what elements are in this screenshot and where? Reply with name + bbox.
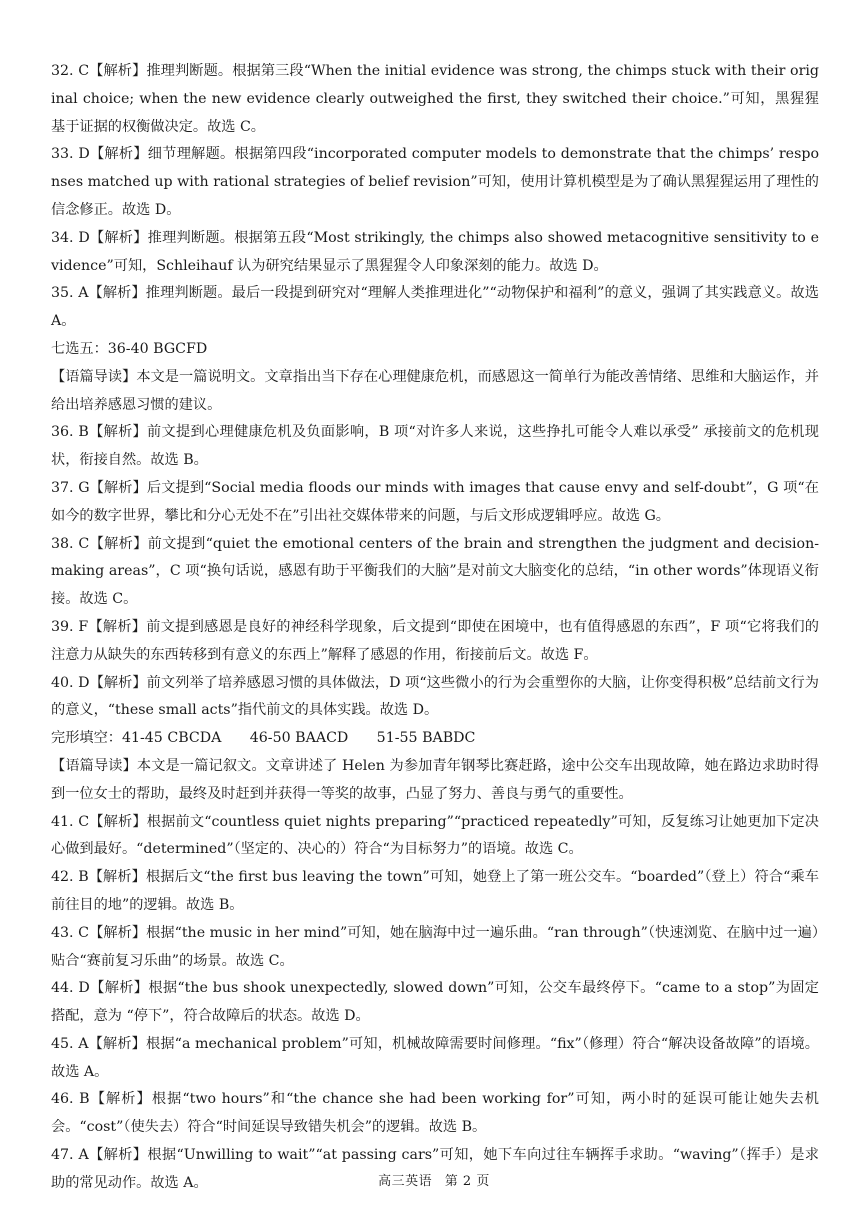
footer-page-number: 第 2 页 bbox=[444, 1174, 490, 1189]
page-footer bbox=[0, 1170, 868, 1189]
paragraph: 37. G【解析】后文提到“Social media floods our minds with images that cause envy and self-doubt”，G 项“在如今的数字世界，攀比和分心无处不在”引出社交媒体带来的问题，与后文形成逻辑呼应。故选 G。 bbox=[51, 479, 819, 524]
paragraph: 47. A【解析】根据“Unwilling to wait”“at passing cars”可知，她下车向过往车辆挥手求助。“waving”（挥手）是求助的常见动作。故选 A。 bbox=[51, 1147, 819, 1191]
paragraph: 39. F【解析】前文提到感恩是良好的神经科学现象，后文提到“即使在困境中，也有值得感恩的东西”，F 项“它将我们的注意力从缺失的东西转移到有意义的东西上”解释了感恩的作用，衔接前后文。故选 F。 bbox=[51, 618, 819, 663]
passage-guide: 【语篇导读】本文是一篇记叙文。文章讲述了 Helen 为参加青年钢琴比赛赶路，途中公交车出现故障，她在路边求助时得到一位女士的帮助，最终及时赶到并获得一等奖的故事，凸显了努力、善良与勇气的重要性。 bbox=[51, 757, 819, 802]
paragraph: 32. C【解析】推理判断题。根据第三段“When the initial evidence was strong, the chimps stuck with their original choice; when the new evidence clearly outweighed the first, they switched their choice.”可知，黑猩猩基于证据的权衡做决定。故选 C。 bbox=[51, 63, 819, 135]
section-answers: 七选五：36-40 BGCFD bbox=[51, 340, 208, 357]
paragraph: 38. C【解析】前文提到“quiet the emotional centers of the brain and strengthen the judgment and decision-making areas”，C 项“换句话说，感恩有助于平衡我们的大脑”是对前文大脑变化的总结，“in other words”体现语义衔接。故选 C。 bbox=[51, 535, 819, 608]
paragraph: 46. B【解析】根据“two hours”和“the chance she had been working for”可知，两小时的延误可能让她失去机会。“cost”（使失去）符合“时间延误导致错失机会”的逻辑。故选 B。 bbox=[51, 1091, 819, 1136]
section-answers: 完形填空：41-45 CBCDA 46-50 BAACD 51-55 BABDC bbox=[51, 730, 476, 747]
paragraph: 33. D【解析】细节理解题。根据第四段“incorporated computer models to demonstrate that the chimps’ responses matched up with rational strategies of belief revision”可知，使用计算机模型是为了确认黑猩猩运用了理性的信念修正。故选 D。 bbox=[51, 146, 819, 218]
answer-explanations bbox=[51, 58, 819, 1198]
paragraph: 44. D【解析】根据“the bus shook unexpectedly, slowed down”可知，公交车最终停下。“came to a stop”为固定搭配，意为 “停下”，符合故障后的状态。故选 D。 bbox=[51, 980, 819, 1025]
paragraph: 36. B【解析】前文提到心理健康危机及负面影响，B 项“对许多人来说，这些挣扎可能令人难以承受” 承接前文的危机现状，衔接自然。故选 B。 bbox=[51, 424, 819, 469]
paragraph: 43. C【解析】根据“the music in her mind”可知，她在脑海中过一遍乐曲。“ran through”（快速浏览、在脑中过一遍）贴合“赛前复习乐曲”的场景。故选 C。 bbox=[51, 924, 819, 969]
paragraph: 34. D【解析】推理判断题。根据第五段“Most strikingly, the chimps also showed metacognitive sensitivity to evidence”可知，Schleihauf 认为研究结果显示了黑猩猩令人印象深刻的能力。故选 D。 bbox=[51, 229, 819, 274]
paragraph: 41. C【解析】根据前文“countless quiet nights preparing”“practiced repeatedly”可知，反复练习让她更加下定决心做到最好。“determined”（坚定的、决心的）符合“为目标努力”的语境。故选 C。 bbox=[51, 813, 819, 858]
passage-guide: 【语篇导读】本文是一篇说明文。文章指出当下存在心理健康危机，而感恩这一简单行为能改善情绪、思维和大脑运作，并给出培养感恩习惯的建议。 bbox=[51, 368, 819, 413]
paragraph: 35. A【解析】推理判断题。最后一段提到研究对“理解人类推理进化”“动物保护和福利”的意义，强调了其实践意义。故选 A。 bbox=[51, 285, 819, 330]
paragraph: 42. B【解析】根据后文“the first bus leaving the town”可知，她登上了第一班公交车。“boarded”（登上）符合“乘车前往目的地”的逻辑。故选 B。 bbox=[51, 869, 819, 913]
paragraph: 45. A【解析】根据“a mechanical problem”可知，机械故障需要时间修理。“fix”（修理）符合“解决设备故障”的语境。故选 A。 bbox=[51, 1035, 819, 1080]
paragraph: 40. D【解析】前文列举了培养感恩习惯的具体做法，D 项“这些微小的行为会重塑你的大脑，让你变得积极”总结前文行为的意义，“these small acts”指代前文的具体实践。故选 D。 bbox=[51, 674, 819, 719]
footer-subject: 高三英语 bbox=[378, 1174, 433, 1189]
